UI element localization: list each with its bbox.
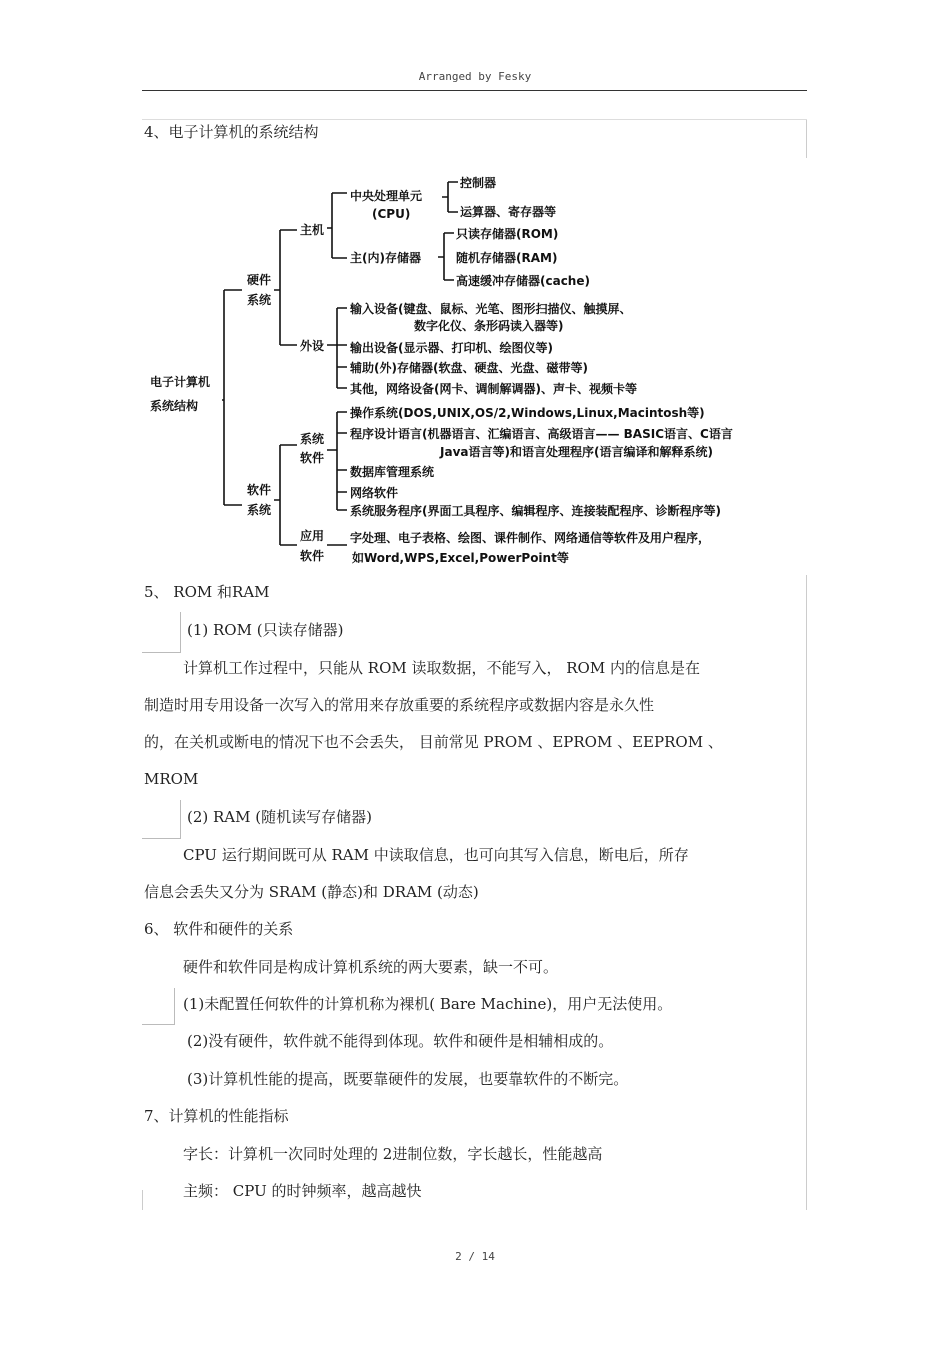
software-label-2: 系统 (247, 503, 272, 517)
rom-paragraph-line-4: MROM (144, 770, 199, 788)
lang-label-1: 程序设计语言(机器语言、汇编语言、高级语言—— BASIC语言、C语言 (350, 427, 733, 441)
rom-label: 只读存储器(ROM) (456, 227, 559, 241)
cpu-label-1: 中央处理单元 (350, 189, 423, 203)
controller-label: 控制器 (460, 176, 497, 190)
section-6-intro: 硬件和软件同是构成计算机系统的两大要素，缺一不可。 (183, 958, 559, 976)
app-label-2: 如Word,WPS,Excel,PowerPoint等 (352, 551, 569, 565)
cpu-label-2: (CPU) (372, 207, 411, 221)
section-title-6: 6、 软件和硬件的关系 (144, 920, 294, 938)
peripheral-label: 外设 (300, 339, 325, 353)
section-6-point-1: (1)未配置任何软件的计算机称为裸机( Bare Machine)，用户无法使用。 (183, 995, 673, 1013)
host-label: 主机 (300, 223, 325, 237)
section-7-clock-frequency: 主频： CPU 的时钟频率，越高越快 (183, 1182, 422, 1200)
section-title-4: 4、电子计算机的系统结构 (144, 123, 319, 141)
appsoft-label-2: 软件 (300, 549, 325, 563)
syssoft-label-1: 系统 (300, 432, 325, 446)
ram-paragraph-line-1: CPU 运行期间既可从 RAM 中读取信息，也可向其写入信息，断电后，所存 (183, 846, 689, 864)
page-header: Arranged by Fesky (418, 70, 532, 83)
rom-paragraph-line-1: 计算机工作过程中，只能从 ROM 读取数据，不能写入， ROM 内的信息是在 (183, 659, 700, 677)
border-line (142, 1190, 143, 1210)
border-line (806, 575, 807, 1210)
mainmem-label: 主(内)存储器 (350, 251, 421, 265)
cache-label: 高速缓冲存储器(cache) (456, 274, 590, 288)
dbms-label: 数据库管理系统 (350, 465, 435, 479)
computer-system-structure-diagram (142, 160, 814, 572)
page-number: 2 / 14 (455, 1250, 495, 1263)
rom-paragraph-line-3: 的，在关机或断电的情况下也不会丢失， 目前常见 PROM 、EPROM 、EEPROM 、 (144, 733, 723, 751)
section-title-5: 5、 ROM 和RAM (144, 583, 270, 601)
border-line (142, 119, 807, 120)
auxmem-label: 辅助(外)存储器(软盘、硬盘、光盘、磁带等) (350, 361, 588, 375)
table-cell-box (142, 612, 181, 653)
border-line (806, 120, 807, 158)
ram-heading: (2) RAM (随机读写存储器) (187, 808, 372, 826)
section-title-7: 7、计算机的性能指标 (144, 1107, 289, 1125)
root-label-2: 系统结构 (150, 399, 199, 413)
section-6-point-2: (2)没有硬件，软件就不能得到体现。软件和硬件是相辅相成的。 (187, 1032, 614, 1050)
appsoft-label-1: 应用 (300, 529, 325, 543)
os-label: 操作系统(DOS,UNIX,OS/2,Windows,Linux,Macintosh等) (350, 406, 705, 420)
alu-label: 运算器、寄存器等 (460, 205, 557, 219)
service-label: 系统服务程序(界面工具程序、编辑程序、连接装配程序、诊断程序等) (350, 504, 721, 518)
section-6-point-3: (3)计算机性能的提高，既要靠硬件的发展，也要靠软件的不断完。 (187, 1070, 629, 1088)
netsoft-label: 网络软件 (350, 486, 399, 500)
ram-label: 随机存储器(RAM) (456, 251, 558, 265)
rom-paragraph-line-2: 制造时用专用设备一次写入的常用来存放重要的系统程序或数据内容是永久性 (144, 696, 655, 714)
input-label-2: 数字化仪、条形码读入器等) (414, 319, 564, 333)
syssoft-label-2: 软件 (300, 451, 325, 465)
section-7-word-length: 字长：计算机一次同时处理的 2进制位数，字长越长，性能越高 (183, 1145, 603, 1163)
table-cell-box (142, 800, 181, 839)
hardware-label-2: 系统 (247, 293, 272, 307)
hardware-label-1: 硬件 (247, 273, 272, 287)
table-cell-box (142, 988, 175, 1025)
others-label: 其他，网络设备(网卡、调制解调器)、声卡、视频卡等 (350, 382, 637, 396)
input-label-1: 输入设备(键盘、鼠标、光笔、图形扫描仪、触摸屏、 (350, 302, 632, 316)
software-label-1: 软件 (247, 483, 272, 497)
root-label-1: 电子计算机 (150, 375, 211, 389)
output-label: 输出设备(显示器、打印机、绘图仪等) (350, 341, 553, 355)
header-rule (142, 90, 807, 91)
lang-label-2: Java语言等)和语言处理程序(语言编译和解释系统) (440, 445, 713, 459)
app-label-1: 字处理、电子表格、绘图、课件制作、网络通信等软件及用户程序， (350, 531, 711, 545)
rom-heading: (1) ROM (只读存储器) (187, 621, 344, 639)
ram-paragraph-line-2: 信息会丢失又分为 SRAM (静态)和 DRAM (动态) (144, 883, 479, 901)
